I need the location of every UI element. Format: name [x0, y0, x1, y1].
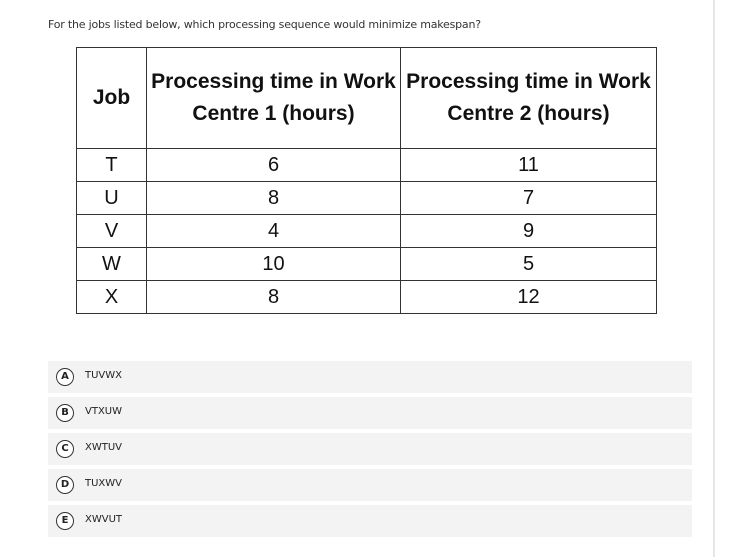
table-header-row [77, 48, 657, 149]
header-work-centre-1: Processing time in Work Centre 1 (hours) [147, 48, 401, 149]
job-cell: V [77, 215, 147, 248]
option-letter-badge: D [56, 476, 74, 494]
wc1-cell: 4 [147, 215, 401, 248]
option-text: TUXWV [85, 478, 123, 489]
wc1-cell: 10 [147, 248, 401, 281]
job-cell: T [77, 149, 147, 182]
option-text: TUVWX [85, 370, 123, 381]
option-letter-badge: C [56, 440, 74, 458]
option-text: XWTUV [85, 442, 123, 453]
answer-option-b[interactable] [48, 397, 692, 429]
answer-option-d[interactable] [48, 469, 692, 501]
table-row [77, 215, 657, 248]
wc2-cell: 5 [401, 248, 657, 281]
table-row [77, 281, 657, 314]
wc2-cell: 11 [401, 149, 657, 182]
wc1-cell: 6 [147, 149, 401, 182]
job-cell: X [77, 281, 147, 314]
wc1-cell: 8 [147, 182, 401, 215]
option-letter-badge: B [56, 404, 74, 422]
page-right-divider [713, 0, 715, 557]
wc2-cell: 9 [401, 215, 657, 248]
wc2-cell: 7 [401, 182, 657, 215]
header-work-centre-2: Processing time in Work Centre 2 (hours) [401, 48, 657, 149]
table-row [77, 248, 657, 281]
jobs-table [76, 47, 657, 314]
job-cell: U [77, 182, 147, 215]
table-row [77, 182, 657, 215]
option-letter-badge: E [56, 512, 74, 530]
question-text: For the jobs listed below, which processing sequence would minimize makespan? [48, 18, 481, 31]
option-text: XWVUT [85, 514, 123, 525]
option-text: VTXUW [85, 406, 123, 417]
answer-option-e[interactable] [48, 505, 692, 537]
answer-option-a[interactable] [48, 361, 692, 393]
wc2-cell: 12 [401, 281, 657, 314]
job-cell: W [77, 248, 147, 281]
table-row [77, 149, 657, 182]
header-job: Job [77, 48, 147, 149]
answer-option-c[interactable] [48, 433, 692, 465]
wc1-cell: 8 [147, 281, 401, 314]
option-letter-badge: A [56, 368, 74, 386]
